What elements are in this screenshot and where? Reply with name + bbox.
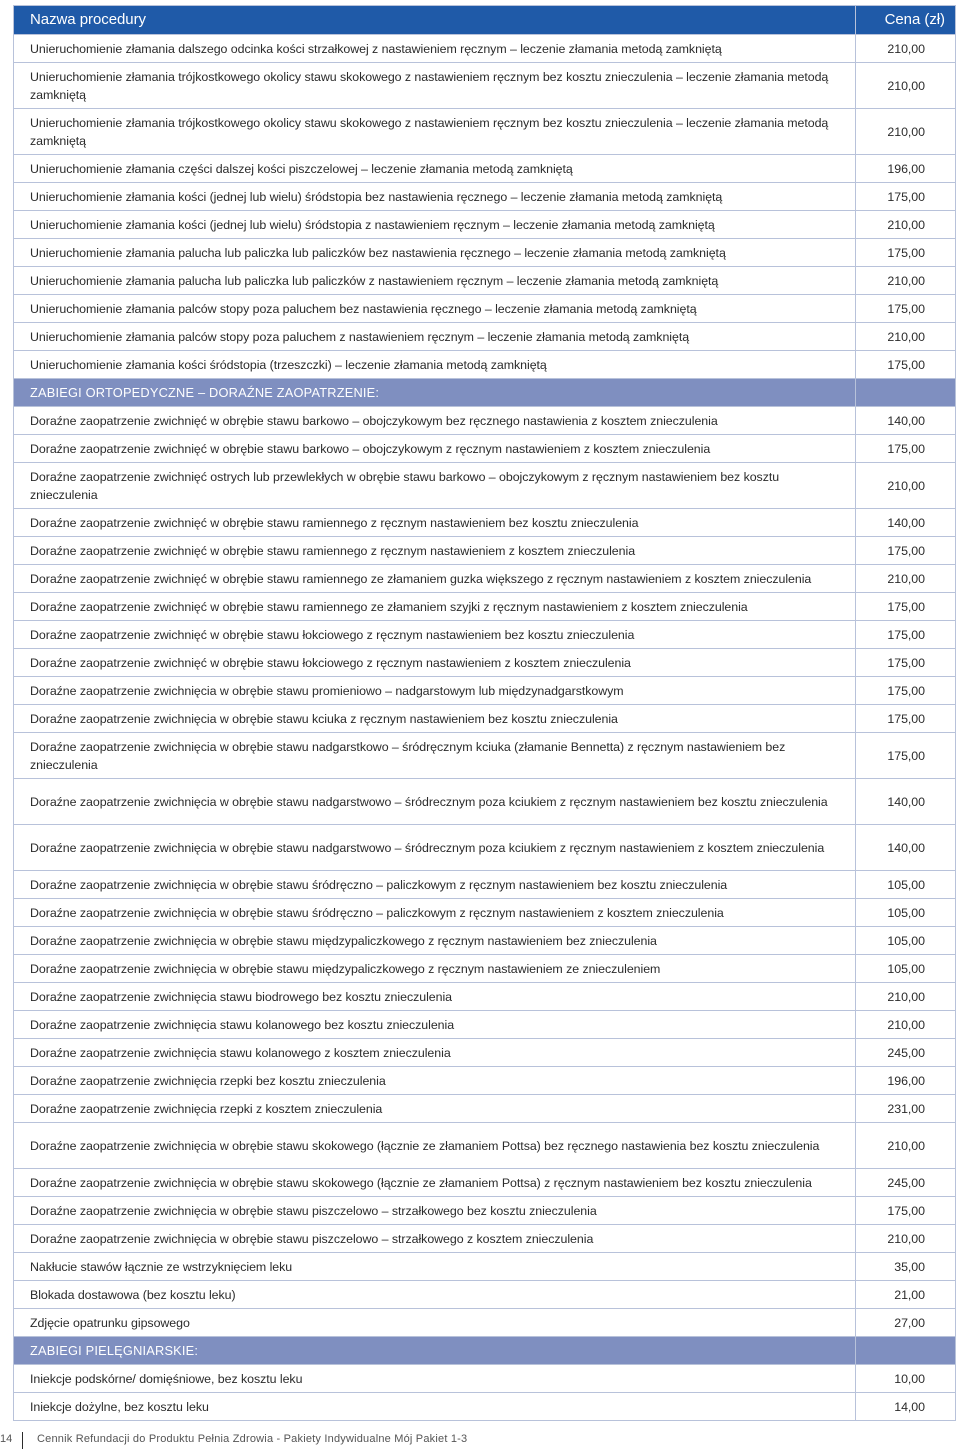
procedure-price: 14,00 [856, 1393, 956, 1421]
procedure-price: 35,00 [856, 1253, 956, 1281]
procedure-name: Unieruchomienie złamania palucha lub paliczka lub paliczków bez nastawienia ręcznego – leczenie złamania metodą zamkniętą [14, 239, 856, 267]
procedure-price: 21,00 [856, 1281, 956, 1309]
procedure-price: 210,00 [856, 1123, 956, 1169]
procedure-price: 140,00 [856, 825, 956, 871]
procedure-name: Nakłucie stawów łącznie ze wstrzyknięciem leku [14, 1253, 856, 1281]
table-row [14, 1225, 956, 1253]
table-row [14, 35, 956, 63]
table-body [14, 35, 956, 1421]
section-title: ZABIEGI ORTOPEDYCZNE – DORAŹNE ZAOPATRZENIE: [14, 379, 856, 407]
procedure-name: Iniekcje dożylne, bez kosztu leku [14, 1393, 856, 1421]
procedure-name: Unieruchomienie złamania dalszego odcinka kości strzałkowej z nastawieniem ręcznym – leczenie złamania metodą zamkniętą [14, 35, 856, 63]
procedure-price: 175,00 [856, 733, 956, 779]
procedure-price: 175,00 [856, 537, 956, 565]
procedure-price: 27,00 [856, 1309, 956, 1337]
procedure-name: Zdjęcie opatrunku gipsowego [14, 1309, 856, 1337]
procedure-name: Doraźne zaopatrzenie zwichnięcia w obrębie stawu nadgarstwowo – śródrecznym poza kciukiem z ręcznym nastawieniem z kosztem znieczulenia [14, 825, 856, 871]
table-row [14, 1169, 956, 1197]
procedure-name: Doraźne zaopatrzenie zwichnięć w obrębie stawu ramiennego z ręcznym nastawieniem z kosztem znieczulenia [14, 537, 856, 565]
table-row [14, 1393, 956, 1421]
procedure-price: 175,00 [856, 593, 956, 621]
procedure-name: Doraźne zaopatrzenie zwichnięć w obrębie stawu ramiennego ze złamaniem guzka większego z ręcznym nastawieniem z kosztem znieczulenia [14, 565, 856, 593]
page-number: 14 [0, 1433, 13, 1445]
procedure-price: 210,00 [856, 109, 956, 155]
table-row [14, 983, 956, 1011]
table-row [14, 109, 956, 155]
procedure-price: 175,00 [856, 649, 956, 677]
procedure-name: Doraźne zaopatrzenie zwichnięć w obrębie stawu barkowo – obojczykowym z ręcznym nastawieniem z kosztem znieczulenia [14, 435, 856, 463]
procedure-price: 175,00 [856, 183, 956, 211]
table-row [14, 351, 956, 379]
procedure-name: Blokada dostawowa (bez kosztu leku) [14, 1281, 856, 1309]
procedure-price: 210,00 [856, 323, 956, 351]
procedure-price: 140,00 [856, 509, 956, 537]
column-header-name: Nazwa procedury [14, 6, 856, 35]
procedure-name: Unieruchomienie złamania palców stopy poza paluchem z nastawieniem ręcznym – leczenie złamania metodą zamkniętą [14, 323, 856, 351]
table-row [14, 463, 956, 509]
table-row [14, 1011, 956, 1039]
page-footer [0, 1432, 960, 1449]
table-row [14, 1309, 956, 1337]
procedure-name: Doraźne zaopatrzenie zwichnięć w obrębie stawu łokciowego z ręcznym nastawieniem bez kosztu znieczulenia [14, 621, 856, 649]
section-price-cell [856, 1337, 956, 1365]
procedure-price: 140,00 [856, 779, 956, 825]
footer-divider [22, 1432, 23, 1449]
procedure-price: 175,00 [856, 239, 956, 267]
procedure-price: 175,00 [856, 351, 956, 379]
column-header-price: Cena (zł) [856, 6, 956, 35]
procedure-name: Doraźne zaopatrzenie zwichnięcia w obrębie stawu skokowego (łącznie ze złamaniem Pottsa) bez ręcznego nastawienia bez kosztu znieczulenia [14, 1123, 856, 1169]
table-row [14, 211, 956, 239]
table-row [14, 899, 956, 927]
table-row [14, 509, 956, 537]
section-header-row [14, 1337, 956, 1365]
procedure-price: 210,00 [856, 35, 956, 63]
procedure-price: 175,00 [856, 705, 956, 733]
procedure-price: 175,00 [856, 677, 956, 705]
table-row [14, 825, 956, 871]
procedure-price: 175,00 [856, 295, 956, 323]
table-row [14, 537, 956, 565]
procedure-price: 245,00 [856, 1039, 956, 1067]
procedure-name: Doraźne zaopatrzenie zwichnięcia w obrębie stawu nadgarstkowo – śródręcznym kciuka (złamanie Bennetta) z ręcznym nastawieniem bez znieczulenia [14, 733, 856, 779]
procedure-price: 210,00 [856, 211, 956, 239]
section-header-row [14, 379, 956, 407]
table-row [14, 1253, 956, 1281]
procedure-name: Unieruchomienie złamania palucha lub paliczka lub paliczków z nastawieniem ręcznym – leczenie złamania metodą zamkniętą [14, 267, 856, 295]
procedure-name: Doraźne zaopatrzenie zwichnięć ostrych lub przewlekłych w obrębie stawu barkowo – obojczykowym z ręcznym nastawieniem bez kosztu znieczulenia [14, 463, 856, 509]
table-row [14, 239, 956, 267]
section-title: ZABIEGI PIELĘGNIARSKIE: [14, 1337, 856, 1365]
procedure-price: 10,00 [856, 1365, 956, 1393]
procedure-name: Iniekcje podskórne/ domięśniowe, bez kosztu leku [14, 1365, 856, 1393]
table-row [14, 407, 956, 435]
table-row [14, 733, 956, 779]
table-row [14, 927, 956, 955]
table-row [14, 1039, 956, 1067]
procedure-name: Doraźne zaopatrzenie zwichnięcia w obrębie stawu nadgarstwowo – śródrecznym poza kciukiem z ręcznym nastawieniem bez kosztu znieczulenia [14, 779, 856, 825]
procedure-name: Doraźne zaopatrzenie zwichnięcia w obrębie stawu międzypaliczkowego z ręcznym nastawieniem ze znieczuleniem [14, 955, 856, 983]
section-price-cell [856, 379, 956, 407]
table-row [14, 649, 956, 677]
procedure-price: 210,00 [856, 63, 956, 109]
procedure-price: 210,00 [856, 1225, 956, 1253]
procedure-name: Doraźne zaopatrzenie zwichnięcia w obrębie stawu śródręczno – paliczkowym z ręcznym nastawieniem z kosztem znieczulenia [14, 899, 856, 927]
footer-text: Cennik Refundacji do Produktu Pełnia Zdrowia - Pakiety Indywidualne Mój Pakiet 1-3 [37, 1433, 468, 1445]
procedure-price: 210,00 [856, 267, 956, 295]
procedure-name: Unieruchomienie złamania kości (jednej lub wielu) śródstopia bez nastawienia ręcznego – leczenie złamania metodą zamkniętą [14, 183, 856, 211]
procedure-name: Doraźne zaopatrzenie zwichnięcia w obrębie stawu skokowego (łącznie ze złamaniem Pottsa) z ręcznym nastawieniem bez kosztu znieczulenia [14, 1169, 856, 1197]
procedure-price: 210,00 [856, 983, 956, 1011]
procedure-price: 105,00 [856, 927, 956, 955]
procedure-name: Doraźne zaopatrzenie zwichnięcia rzepki z kosztem znieczulenia [14, 1095, 856, 1123]
procedure-name: Unieruchomienie złamania kości śródstopia (trzeszczki) – leczenie złamania metodą zamkniętą [14, 351, 856, 379]
price-table [13, 5, 956, 1421]
procedure-price: 175,00 [856, 435, 956, 463]
procedure-price: 105,00 [856, 871, 956, 899]
procedure-name: Doraźne zaopatrzenie zwichnięcia stawu biodrowego bez kosztu znieczulenia [14, 983, 856, 1011]
procedure-price: 231,00 [856, 1095, 956, 1123]
procedure-name: Doraźne zaopatrzenie zwichnięcia w obrębie stawu piszczelowo – strzałkowego bez kosztu znieczulenia [14, 1197, 856, 1225]
table-row [14, 1095, 956, 1123]
procedure-name: Doraźne zaopatrzenie zwichnięć w obrębie stawu ramiennego ze złamaniem szyjki z ręcznym nastawieniem z kosztem znieczulenia [14, 593, 856, 621]
procedure-price: 210,00 [856, 565, 956, 593]
table-row [14, 155, 956, 183]
procedure-price: 210,00 [856, 1011, 956, 1039]
table-row [14, 1123, 956, 1169]
procedure-name: Doraźne zaopatrzenie zwichnięcia w obrębie stawu międzypaliczkowego z ręcznym nastawieniem bez znieczulenia [14, 927, 856, 955]
table-row [14, 955, 956, 983]
procedure-price: 175,00 [856, 1197, 956, 1225]
procedure-price: 105,00 [856, 955, 956, 983]
procedure-name: Doraźne zaopatrzenie zwichnięcia rzepki bez kosztu znieczulenia [14, 1067, 856, 1095]
procedure-name: Doraźne zaopatrzenie zwichnięcia w obrębie stawu śródręczno – paliczkowym z ręcznym nastawieniem bez kosztu znieczulenia [14, 871, 856, 899]
procedure-price: 140,00 [856, 407, 956, 435]
table-row [14, 267, 956, 295]
procedure-name: Doraźne zaopatrzenie zwichnięcia w obrębie stawu promieniowo – nadgarstowym lub międzynadgarstkowym [14, 677, 856, 705]
procedure-price: 196,00 [856, 155, 956, 183]
procedure-price: 196,00 [856, 1067, 956, 1095]
table-row [14, 565, 956, 593]
procedure-name: Doraźne zaopatrzenie zwichnięcia w obrębie stawu kciuka z ręcznym nastawieniem bez kosztu znieczulenia [14, 705, 856, 733]
procedure-name: Doraźne zaopatrzenie zwichnięcia stawu kolanowego bez kosztu znieczulenia [14, 1011, 856, 1039]
table-row [14, 323, 956, 351]
procedure-price: 245,00 [856, 1169, 956, 1197]
table-row [14, 621, 956, 649]
table-row [14, 677, 956, 705]
table-row [14, 295, 956, 323]
procedure-name: Unieruchomienie złamania trójkostkowego okolicy stawu skokowego z nastawieniem ręcznym bez kosztu znieczulenia – leczenie złamania metodą zamkniętą [14, 63, 856, 109]
procedure-name: Doraźne zaopatrzenie zwichnięć w obrębie stawu barkowo – obojczykowym bez ręcznego nastawienia z kosztem znieczulenia [14, 407, 856, 435]
table-row [14, 1365, 956, 1393]
table-row [14, 183, 956, 211]
table-row [14, 1281, 956, 1309]
table-row [14, 435, 956, 463]
procedure-name: Doraźne zaopatrzenie zwichnięć w obrębie stawu łokciowego z ręcznym nastawieniem z kosztem znieczulenia [14, 649, 856, 677]
procedure-name: Unieruchomienie złamania kości (jednej lub wielu) śródstopia z nastawieniem ręcznym – leczenie złamania metodą zamkniętą [14, 211, 856, 239]
table-row [14, 871, 956, 899]
table-row [14, 1197, 956, 1225]
table-header [14, 6, 956, 35]
procedure-price: 175,00 [856, 621, 956, 649]
procedure-name: Doraźne zaopatrzenie zwichnięcia stawu kolanowego z kosztem znieczulenia [14, 1039, 856, 1067]
procedure-name: Unieruchomienie złamania palców stopy poza paluchem bez nastawienia ręcznego – leczenie złamania metodą zamkniętą [14, 295, 856, 323]
table-row [14, 1067, 956, 1095]
procedure-name: Doraźne zaopatrzenie zwichnięć w obrębie stawu ramiennego z ręcznym nastawieniem bez kosztu znieczulenia [14, 509, 856, 537]
table-row [14, 779, 956, 825]
table-row [14, 593, 956, 621]
table-row [14, 705, 956, 733]
procedure-price: 105,00 [856, 899, 956, 927]
table-row [14, 63, 956, 109]
procedure-name: Doraźne zaopatrzenie zwichnięcia w obrębie stawu piszczelowo – strzałkowego z kosztem znieczulenia [14, 1225, 856, 1253]
procedure-name: Unieruchomienie złamania trójkostkowego okolicy stawu skokowego z nastawieniem ręcznym bez kosztu znieczulenia – leczenie złamania metodą zamkniętą [14, 109, 856, 155]
procedure-price: 210,00 [856, 463, 956, 509]
procedure-name: Unieruchomienie złamania części dalszej kości piszczelowej – leczenie złamania metodą zamkniętą [14, 155, 856, 183]
